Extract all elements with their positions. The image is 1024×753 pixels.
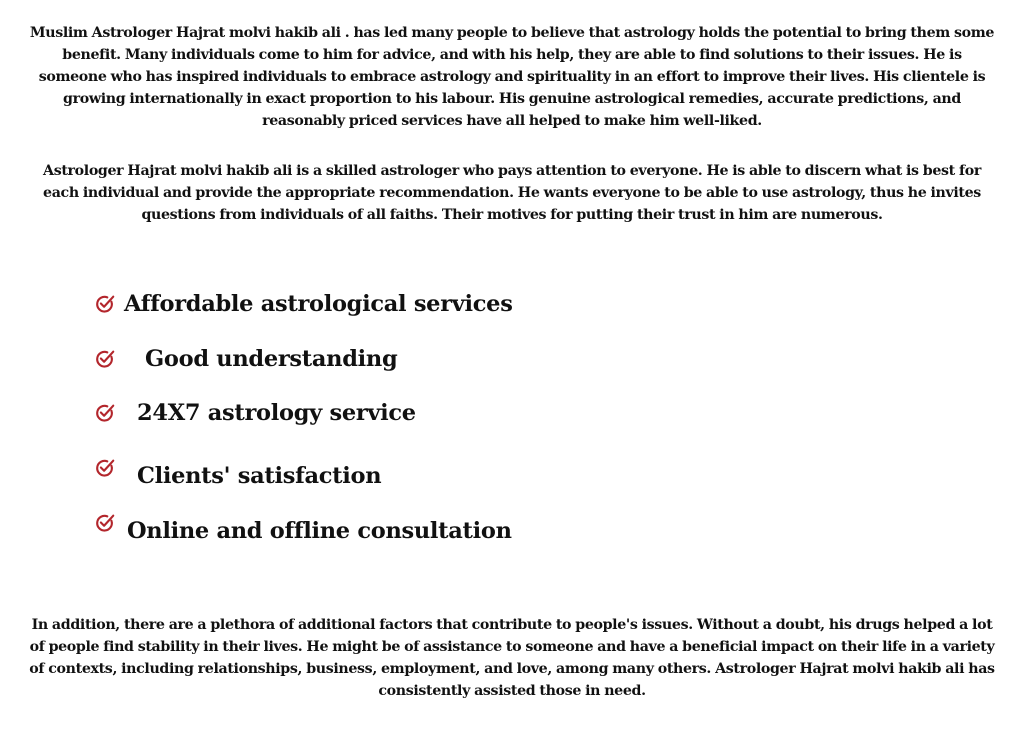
feature-label: Clients' satisfaction <box>137 463 382 489</box>
check-circle-icon <box>94 457 116 479</box>
feature-label: Affordable astrological services <box>124 291 513 317</box>
intro-paragraph: Muslim Astrologer Hajrat molvi hakib ali . has led many people to believe that astrology holds the potential to bring them some benefit. Many individuals come to him for advice, and with his help, they are able to find solutions to their issues. He is someone who has inspired individuals to embrace astrology and spirituality in an effort to improve their lives. His clientele is growing internationally in exact proportion to his labour. His genuine astrological remedies, accurate predictions, and reasonably priced services have all helped to make him well-liked. <box>29 25 995 129</box>
feature-label: Good understanding <box>145 346 398 372</box>
feature-label: 24X7 astrology service <box>137 400 416 426</box>
check-circle-icon <box>94 512 116 534</box>
check-circle-icon <box>94 293 116 315</box>
closing-paragraph: In addition, there are a plethora of additional factors that contribute to people's issues. Without a doubt, his drugs helped a lot of people find stability in their lives. He might be of assistance to someone and have a beneficial impact on their life in a variety of contexts, including relationships, business, employment, and love, among many others. Astrologer Hajrat molvi hakib ali has consistently assisted those in need. <box>29 617 995 699</box>
check-circle-icon <box>94 348 116 370</box>
feature-label: Online and offline consultation <box>127 518 512 544</box>
check-circle-icon <box>94 402 116 424</box>
second-paragraph: Astrologer Hajrat molvi hakib ali is a skilled astrologer who pays attention to everyone. He is able to discern what is best for each individual and provide the appropriate recommendation. He wants everyone to be able to use astrology, thus he invites questions from individuals of all faiths. Their motives for putting their trust in him are numerous. <box>43 163 981 223</box>
